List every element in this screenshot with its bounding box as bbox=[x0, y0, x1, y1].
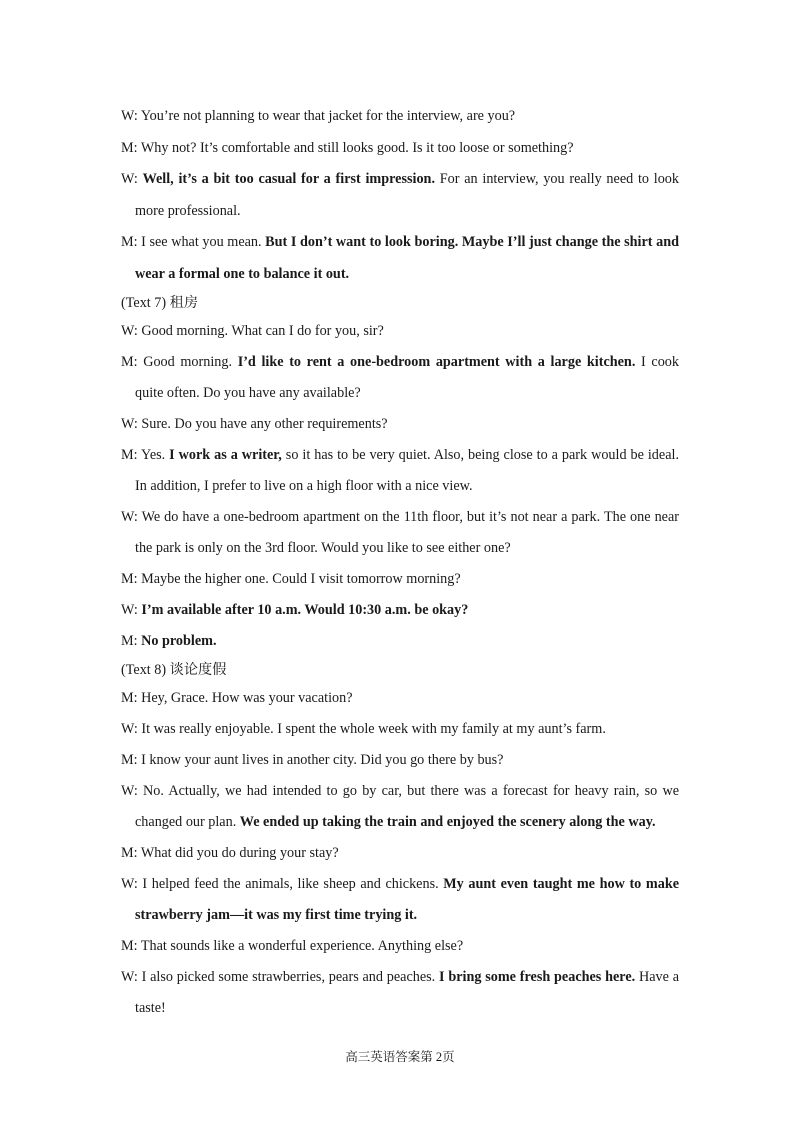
dialogue-text: W: No. Actually, we had intended to go by car, but there was a forecast for heavy rain, so we changed our plan. bbox=[121, 783, 679, 830]
dialogue-text: I cook quite often. Do you have any available? bbox=[135, 354, 679, 401]
key-answer-text: Well, it’s a bit too casual for a first impression. bbox=[142, 171, 435, 187]
dialogue-text: W: It was really enjoyable. I spent the whole week with my family at my aunt’s farm. bbox=[121, 721, 606, 737]
dialogue-text: M: Good morning. bbox=[121, 354, 238, 370]
dialogue-text: M: Why not? It’s comfortable and still looks good. Is it too loose or something? bbox=[121, 139, 574, 156]
dialogue-line bbox=[121, 347, 679, 409]
dialogue-text: W: Good morning. What can I do for you, sir? bbox=[121, 323, 384, 339]
dialogue-text: W: I also picked some strawberries, pears and peaches. bbox=[121, 969, 440, 985]
dialogue-line bbox=[121, 164, 679, 227]
dialogue-text: M: That sounds like a wonderful experience. Anything else? bbox=[121, 938, 464, 954]
section-header: (Text 8) 谈论度假 bbox=[121, 662, 227, 678]
dialogue-text: W: bbox=[121, 171, 143, 187]
dialogue-line bbox=[121, 595, 679, 626]
dialogue-line bbox=[121, 745, 679, 776]
dialogue-text: M: What did you do during your stay? bbox=[121, 845, 339, 861]
dialogue-line bbox=[121, 409, 679, 440]
dialogue-text: For an interview, you really need to look more professional. bbox=[135, 171, 679, 219]
dialogue-line bbox=[121, 869, 679, 931]
key-answer-text: I bring some fresh peaches here. bbox=[439, 969, 636, 985]
dialogue-line bbox=[121, 683, 679, 714]
dialogue-text: so it has to be very quiet. Also, being close to a park would be ideal. In addition, I prefer to live on a high floor with a nice view. bbox=[135, 447, 679, 494]
key-answer-text: I’d like to rent a one-bedroom apartment with a large kitchen. bbox=[237, 354, 636, 370]
dialogue-line bbox=[121, 502, 679, 564]
key-answer-text: We ended up taking the train and enjoyed the scenery along the way. bbox=[239, 814, 656, 830]
dialogue-text: W: We do have a one-bedroom apartment on the 11th floor, but it’s not near a park. The one near the park is only on the 3rd floor. Would you like to see either one? bbox=[121, 509, 679, 556]
dialogue-line bbox=[121, 931, 679, 962]
dialogue-text: M: I see what you mean. bbox=[121, 234, 266, 250]
dialogue-line bbox=[121, 714, 679, 745]
section-header: (Text 7) 租房 bbox=[121, 295, 199, 311]
dialogue-line bbox=[121, 962, 679, 1024]
dialogue-text: M: I know your aunt lives in another city. Did you go there by bus? bbox=[121, 752, 504, 768]
key-answer-text: No problem. bbox=[141, 633, 217, 649]
dialogue-line bbox=[121, 133, 679, 165]
dialogue-line bbox=[121, 101, 679, 133]
dialogue-text: M: bbox=[121, 633, 142, 649]
dialogue-line bbox=[121, 440, 679, 502]
dialogue-text: W: bbox=[121, 602, 142, 618]
key-answer-text: But I don’t want to look boring. Maybe I’ll just change the shirt and wear a formal one to balance it out. bbox=[135, 234, 680, 282]
dialogue-text: W: Sure. Do you have any other requirements? bbox=[121, 416, 388, 432]
key-answer-text: My aunt even taught me how to make strawberry jam—it was my first time trying it. bbox=[135, 876, 680, 923]
dialogue-line bbox=[121, 776, 679, 838]
key-answer-text: I’m available after 10 a.m. Would 10:30 a.m. be okay? bbox=[141, 602, 469, 618]
dialogue-text: M: Hey, Grace. How was your vacation? bbox=[121, 690, 353, 706]
dialogue-line bbox=[121, 316, 679, 347]
dialogue-text: M: Maybe the higher one. Could I visit tomorrow morning? bbox=[121, 571, 461, 587]
dialogue-line bbox=[121, 227, 679, 290]
dialogue-text: W: You’re not planning to wear that jacket for the interview, are you? bbox=[121, 108, 516, 124]
key-answer-text: I work as a writer, bbox=[169, 447, 282, 463]
dialogue-transcript bbox=[121, 101, 679, 1024]
page-footer: 高三英语答案第 2页 bbox=[345, 1050, 455, 1064]
dialogue-line bbox=[121, 626, 679, 657]
dialogue-line bbox=[121, 838, 679, 869]
dialogue-text: Have a taste! bbox=[135, 969, 680, 1016]
dialogue-text: M: Yes. bbox=[121, 447, 170, 463]
dialogue-line bbox=[121, 564, 679, 595]
dialogue-text: W: I helped feed the animals, like sheep and chickens. bbox=[121, 876, 444, 892]
